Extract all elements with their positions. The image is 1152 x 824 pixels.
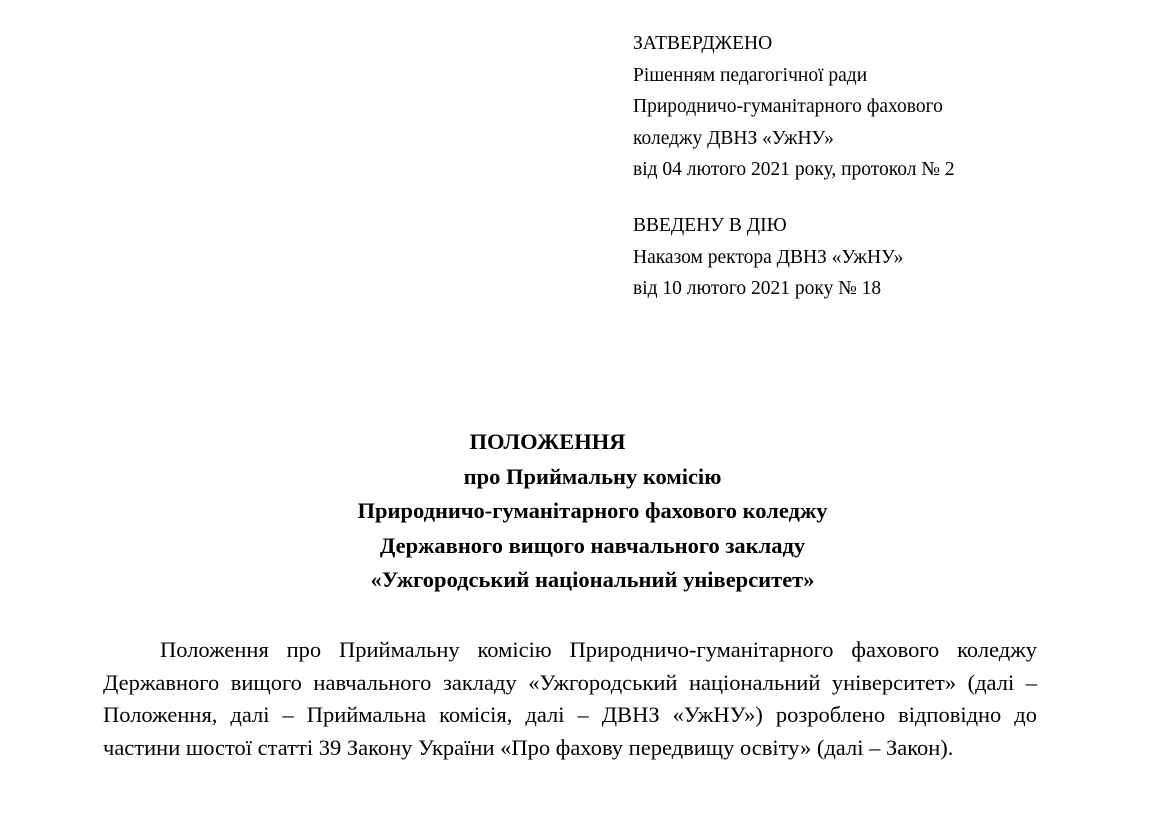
approved-line-3: коледжу ДВНЗ «УжНУ»	[633, 127, 834, 149]
enacted-line-2: від 10 лютого 2021 року № 18	[633, 278, 882, 299]
enacted-line-1: Наказом ректора ДВНЗ «УжНУ»	[633, 246, 904, 268]
approved-line-2: Природничо-гуманітарного фахового	[633, 96, 943, 117]
approved-line-1: Рішенням педагогічної ради	[633, 64, 868, 86]
approved-heading: ЗАТВЕРДЖЕНО	[633, 33, 773, 54]
body-paragraph: Положення про Приймальну комісію Природничо-гуманітарного фахового коледжу Державного вищого навчального закладу «Ужгородський національний університет» (далі – Положення, далі – Приймальна комісія, далі – ДВНЗ «УжНУ») розроблено відповідно до частини шостої статті 39 Закону України «Про фахову передвищу освіту» (далі – Закон).	[103, 637, 1037, 760]
title-line-3: Природничо-гуманітарного фахового коледжу	[357, 498, 828, 523]
title-line-4: Державного вищого навчального закладу	[379, 532, 806, 558]
enacted-heading: ВВЕДЕНУ В ДІЮ	[633, 215, 787, 236]
enactment-block	[633, 210, 903, 305]
approval-stamp-block	[633, 28, 955, 186]
title-line-2: про Приймальну комісію	[463, 463, 722, 489]
title-line-1: ПОЛОЖЕННЯ	[469, 429, 626, 454]
title-line-5: «Ужгородський національний університет»	[370, 567, 815, 592]
approved-line-4: від 04 лютого 2021 року, протокол № 2	[633, 159, 955, 180]
document-title	[300, 425, 885, 598]
